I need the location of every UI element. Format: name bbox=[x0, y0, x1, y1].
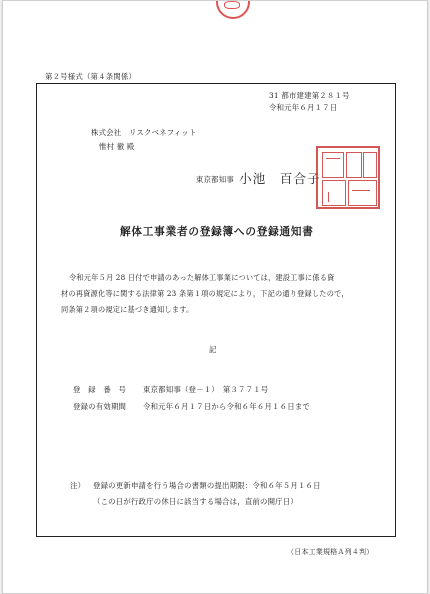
recipient-company: 株式会社 リスクベネフィット bbox=[91, 128, 197, 137]
document-title: 解体工事業者の登録簿への登録通知書 bbox=[120, 226, 314, 238]
registration-number-value: 東京都知事（登－１） 第３７７１号 bbox=[143, 385, 269, 394]
document-date: 令和元年６月１７日 bbox=[269, 103, 338, 112]
document-page bbox=[2, 0, 428, 594]
form-label: 第２号様式（第４条関係） bbox=[45, 72, 137, 81]
note-line-2: （この日が行政庁の休日に該当する場合は，直前の開庁日） bbox=[93, 497, 298, 506]
note-line-1: 登録の更新申請を行う場合の書類の提出期限：令和６年５月１６日 bbox=[93, 481, 321, 490]
body-line-1: 令和元年５月 28 日付で申請のあった解体工事業については，建設工事に係る資 bbox=[69, 273, 335, 282]
registration-period-label: 登録の有効期間 bbox=[73, 402, 127, 411]
recipient-person: 惟村 徹 殿 bbox=[99, 142, 135, 151]
ki-marker: 記 bbox=[209, 345, 217, 354]
top-seal-stamp bbox=[216, 0, 250, 19]
registration-number-label: 登 録 番 号 bbox=[73, 385, 127, 394]
issuer-title: 東京都知事 bbox=[196, 175, 234, 184]
issuer-name: 小池 百合子 bbox=[239, 171, 321, 186]
governor-seal-stamp bbox=[316, 146, 380, 209]
body-line-3: 同条第２項の規定に基づき通知します。 bbox=[61, 305, 194, 314]
document-number: 31 都市建建第２８１号 bbox=[269, 91, 350, 100]
note-label: 注） bbox=[70, 481, 86, 490]
body-line-2: 材の再資源化等に関する法律第 23 条第１項の規定により，下記の通り登録したので， bbox=[61, 289, 349, 298]
paper-size-footer: （日本工業規格Ａ列４判） bbox=[287, 548, 374, 556]
registration-period-value: 令和元年６月１７日から令和６年６月１６日まで bbox=[143, 402, 310, 411]
